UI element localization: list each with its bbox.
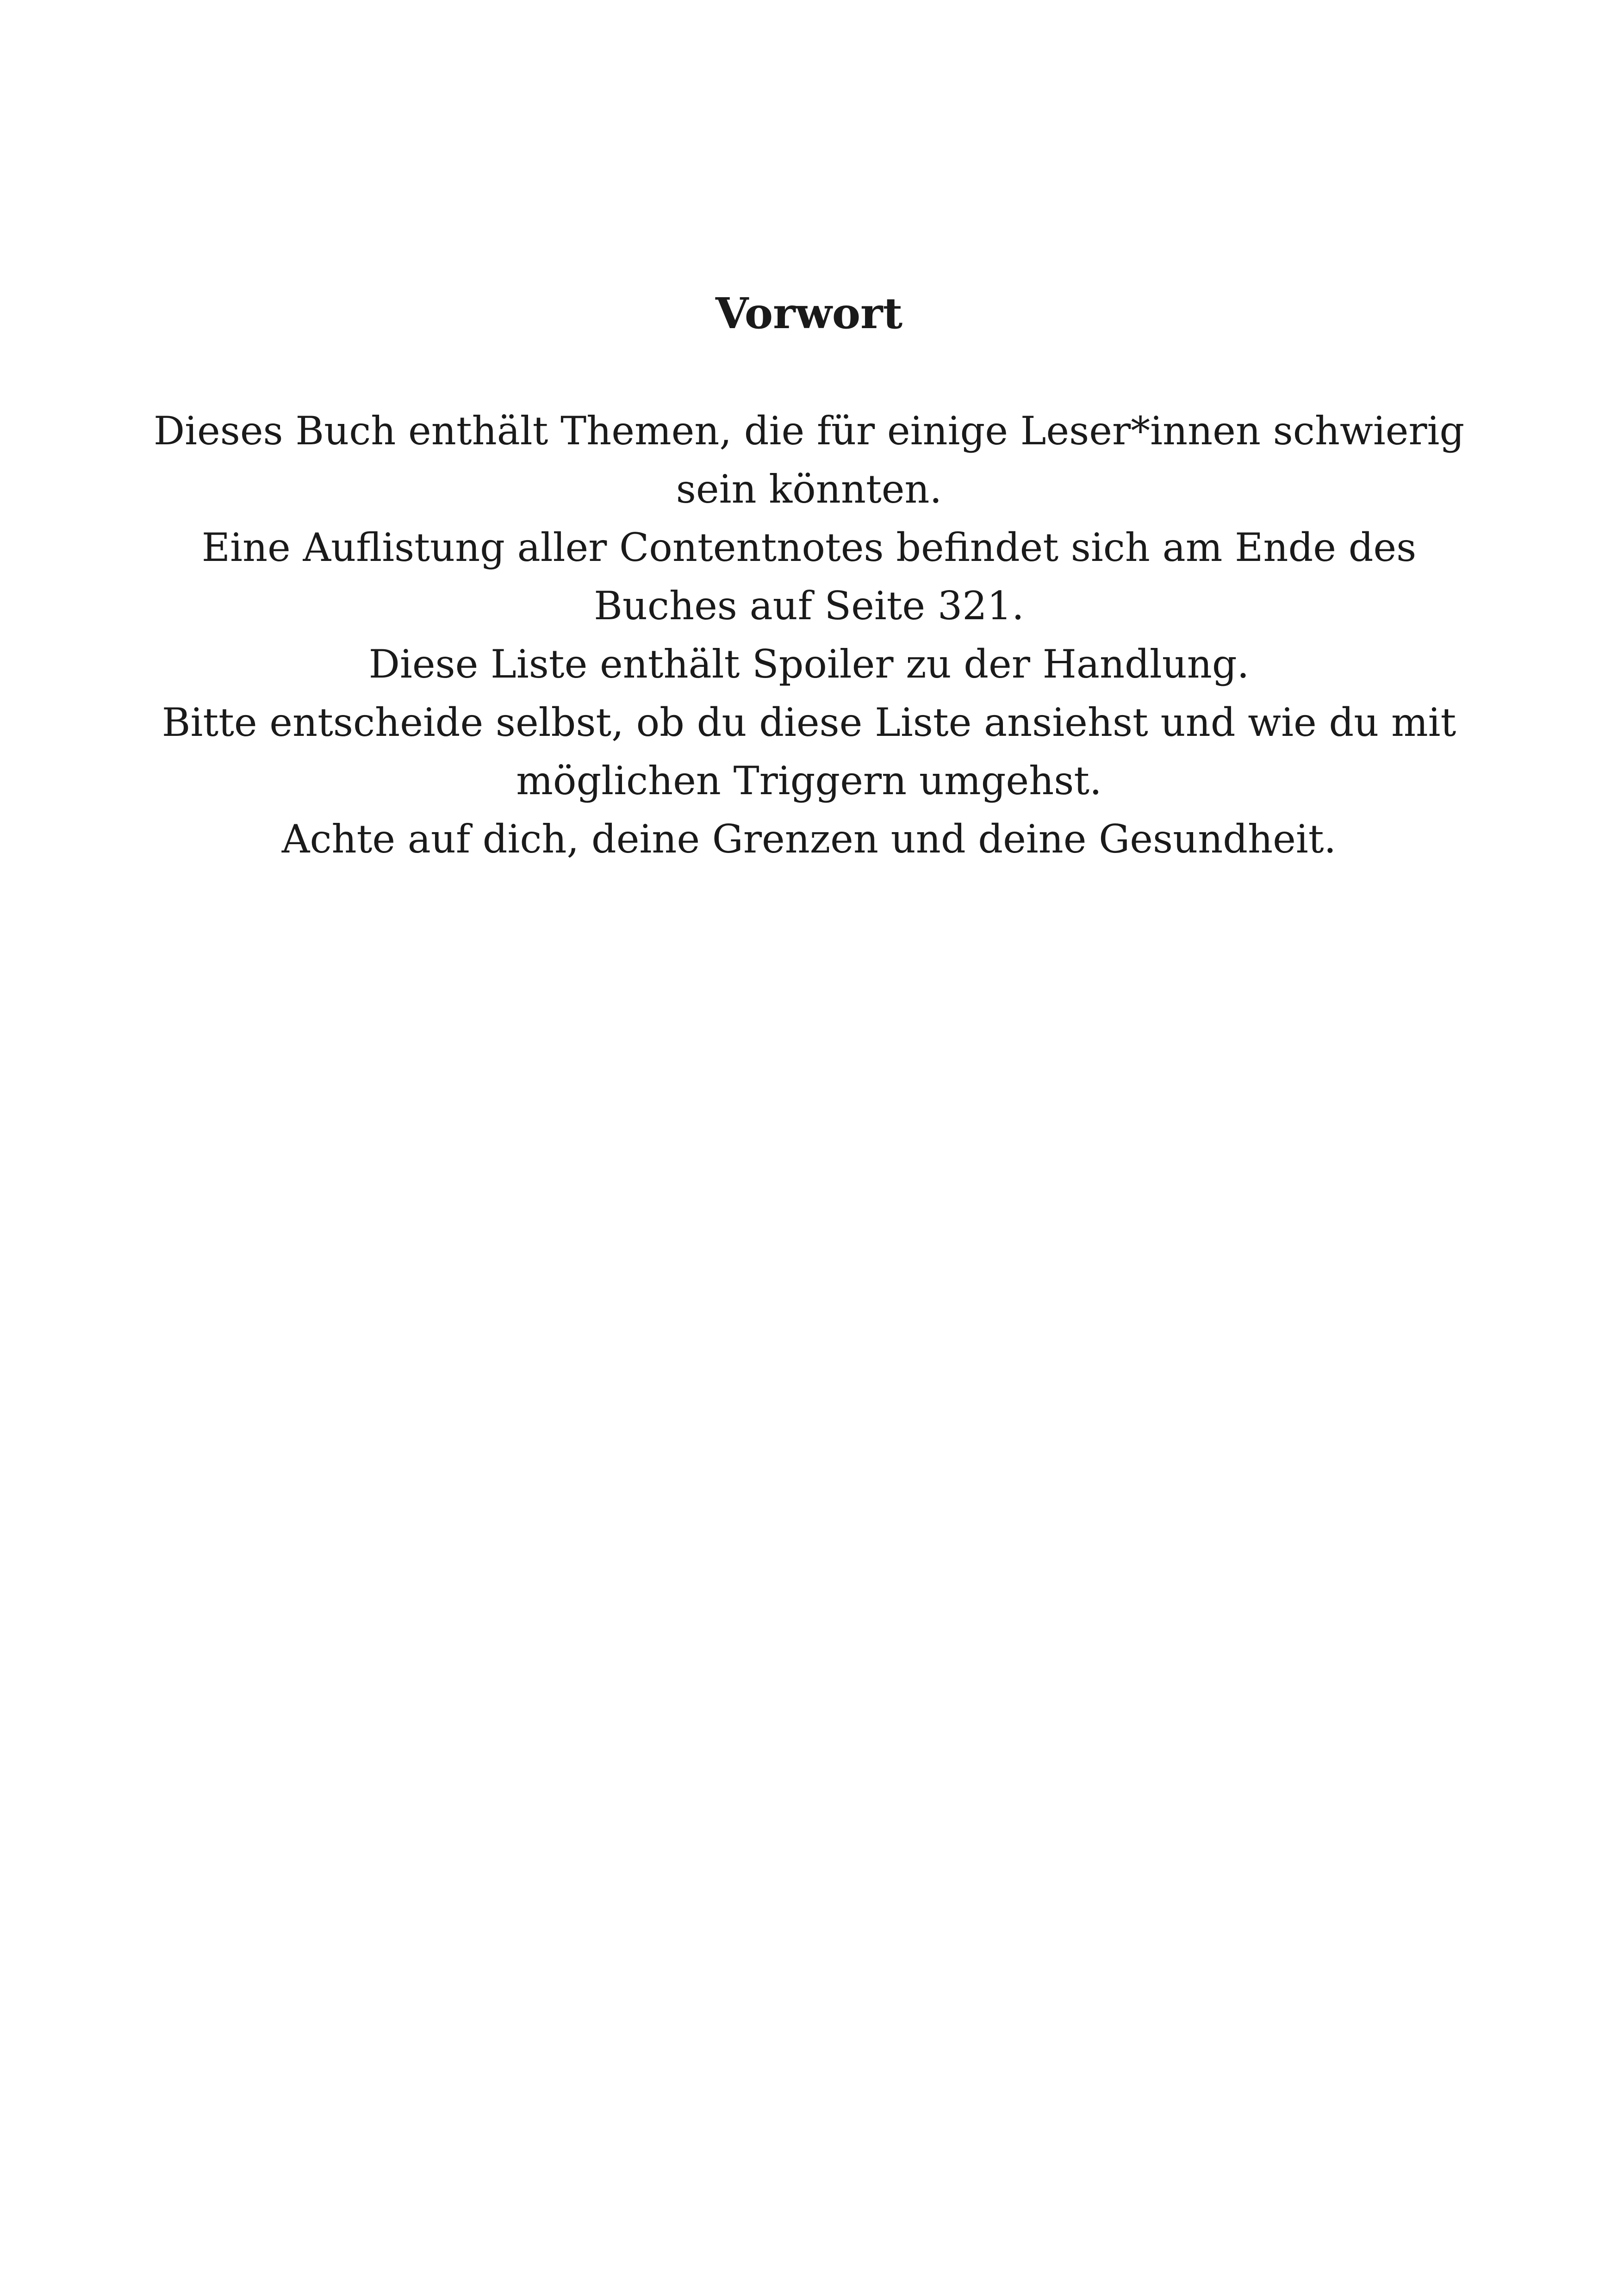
preface-line: Diese Liste enthält Spoiler zu der Handlung. [368,641,1250,687]
preface-line: sein könnten. [676,467,942,512]
preface-line: Dieses Buch enthält Themen, die für einige Leser*innen schwierig [153,408,1465,454]
preface-line: Bitte entscheide selbst, ob du diese Liste ansiehst und wie du mit [162,700,1456,745]
preface-line: möglichen Triggern umgehst. [516,758,1102,803]
page-title: Vorwort [715,288,903,338]
preface-line: Eine Auflistung aller Contentnotes befindet sich am Ende des [201,525,1417,570]
preface-text [139,402,1479,868]
preface-line: Buches auf Seite 321. [594,583,1024,628]
preface-line: Achte auf dich, deine Grenzen und deine Gesundheit. [281,816,1337,862]
